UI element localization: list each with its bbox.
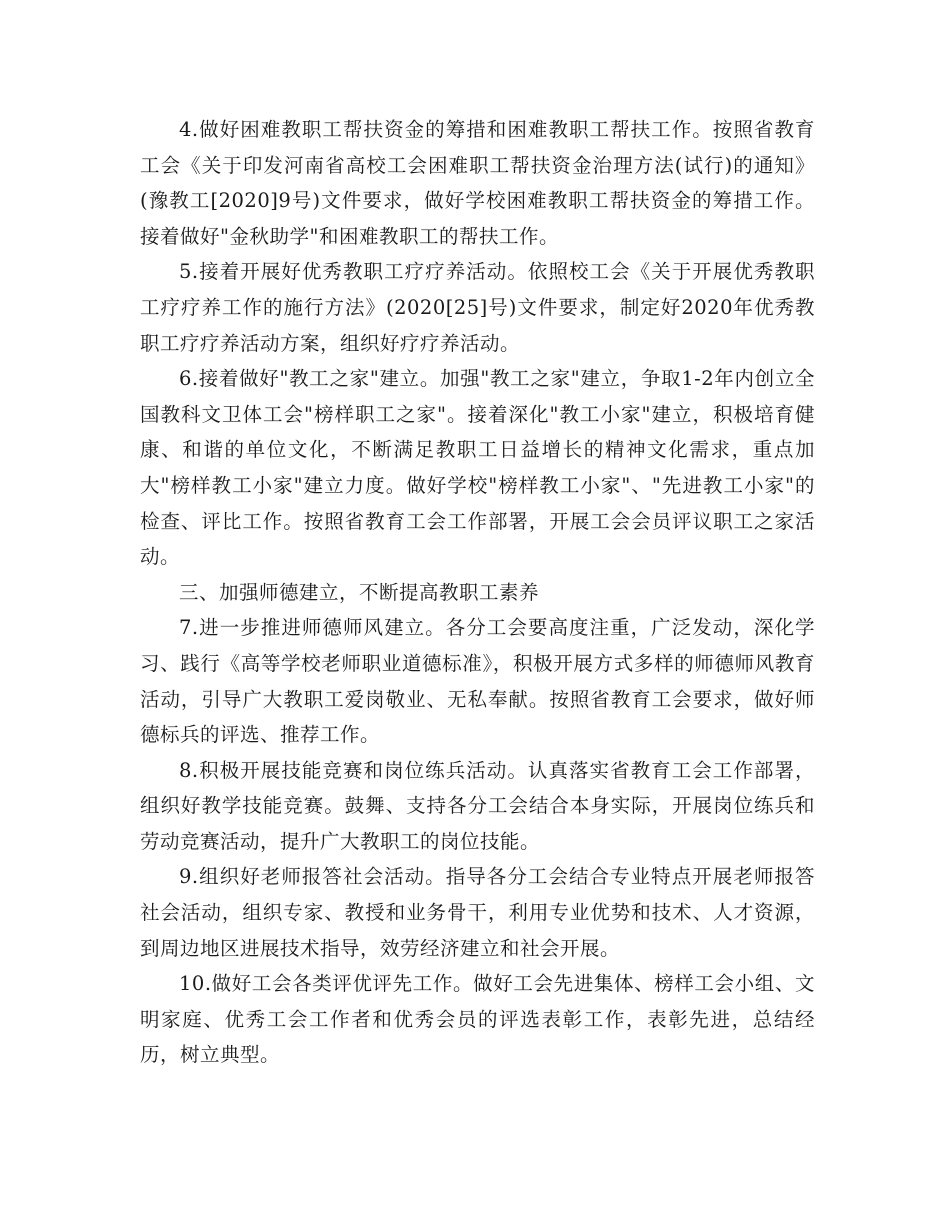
- paragraph-5-recuperation: 5.接着开展好优秀教职工疗疗养活动。依照校工会《关于开展优秀教职工疗疗养工作的施行方法》(2020[25]号)文件要求，制定好2020年优秀教职工疗疗养活动方案，组织好疗疗养活动。: [140, 260, 815, 355]
- paragraph-9-social-service: 9.组织好老师报答社会活动。指导各分工会结合专业特点开展老师报答社会活动，组织专家、教授和业务骨干，利用专业优势和技术、人才资源，到周边地区进展技术指导，效劳经济建立和社会开展。: [140, 865, 815, 960]
- paragraph-10-awards: 10.做好工会各类评优评先工作。做好工会先进集体、榜样工会小组、文明家庭、优秀工会工作者和优秀会员的评选表彰工作，表彰先进，总结经历，树立典型。: [140, 972, 815, 1067]
- paragraph-7-teacher-ethics: 7.进一步推进师德师风建立。各分工会要高度注重，广泛发动，深化学习、践行《高等学校老师职业道德标准》，积极开展方式多样的师德师风教育活动，引导广大教职工爱岗敬业、无私奉献。按照省教育工会要求，做好师德标兵的评选、推荐工作。: [140, 616, 815, 747]
- section-heading-3: 三、加强师德建立，不断提高教职工素养: [179, 580, 540, 604]
- paragraph-4-hardship-fund: 4.做好困难教职工帮扶资金的筹措和困难教职工帮扶工作。按照省教育工会《关于印发河南省高校工会困难职工帮扶资金治理方法(试行)的通知》(豫教工[2020]9号)文件要求，做好学校困难教职工帮扶资金的筹措工作。接着做好"金秋助学"和困难教职工的帮扶工作。: [140, 118, 815, 248]
- paragraph-8-skills-competition: 8.积极开展技能竞赛和岗位练兵活动。认真落实省教育工会工作部署，组织好教学技能竞赛。鼓舞、支持各分工会结合本身实际，开展岗位练兵和劳动竞赛活动，提升广大教职工的岗位技能。: [140, 758, 815, 853]
- paragraph-6-staff-home: 6.接着做好"教工之家"建立。加强"教工之家"建立，争取1-2年内创立全国教科文卫体工会"榜样职工之家"。接着深化"教工小家"建立，积极培育健康、和谐的单位文化，不断满足教职工日益增长的精神文化需求，重点加大"榜样教工小家"建立力度。做好学校"榜样教工小家"、"先进教工小家"的检查、评比工作。按照省教育工会工作部署，开展工会会员评议职工之家活动。: [140, 367, 815, 569]
- document-body: [140, 112, 815, 1073]
